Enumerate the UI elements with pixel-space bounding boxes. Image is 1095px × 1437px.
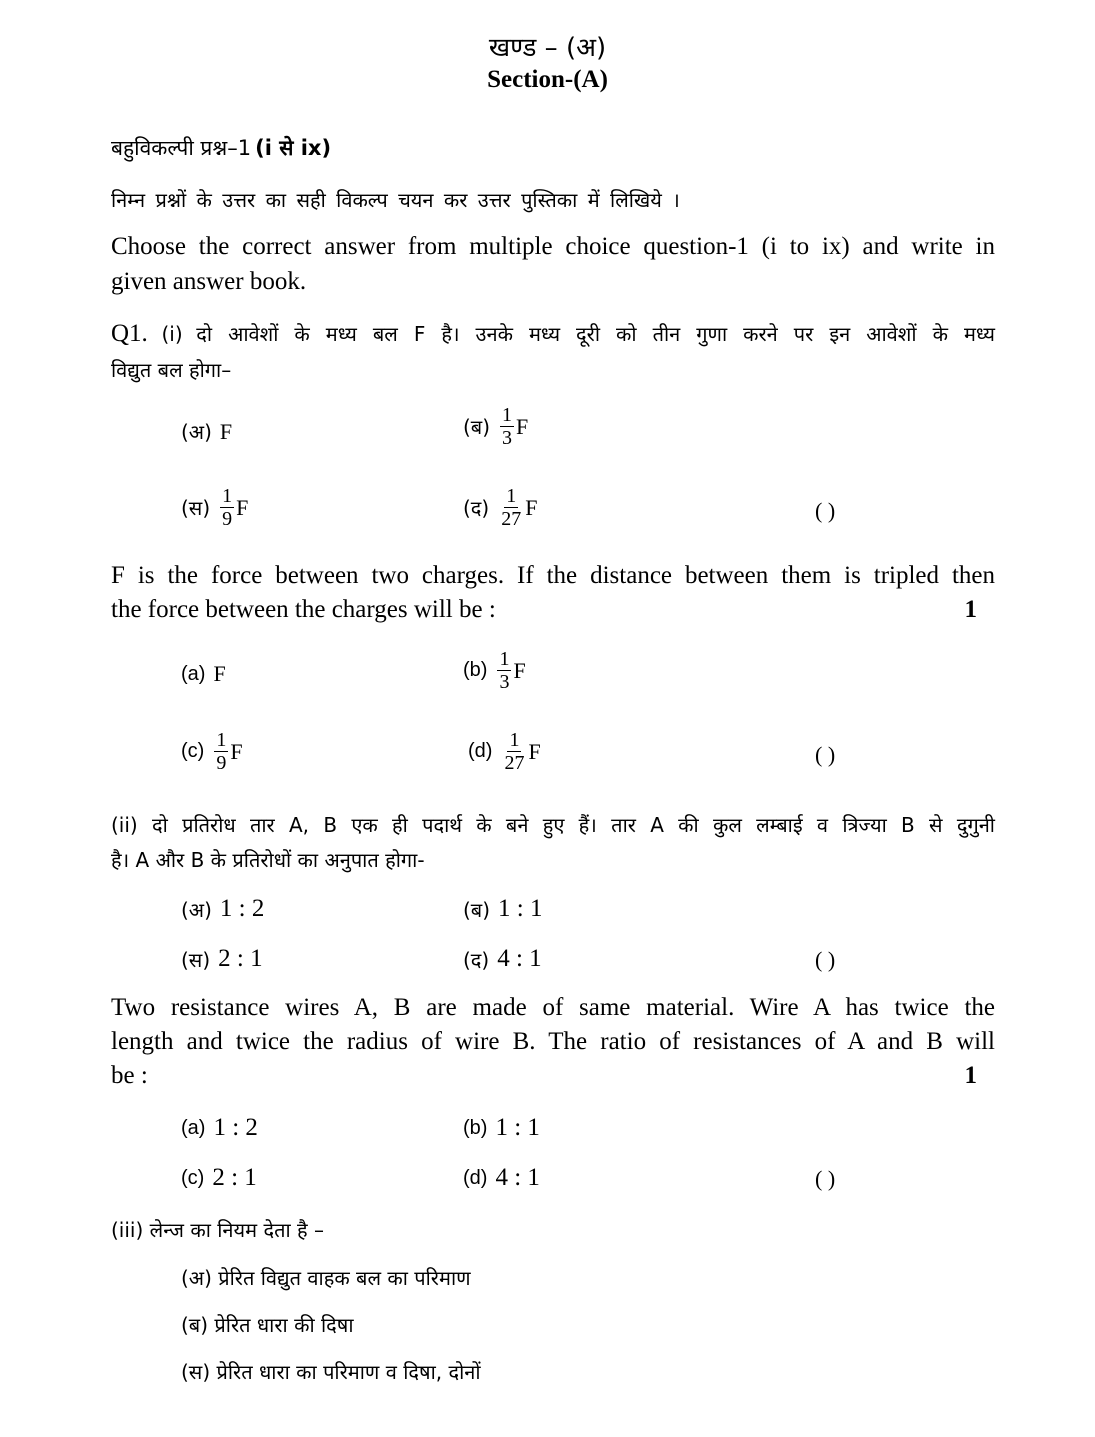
fraction: $\frac{1}{9}$ <box>222 485 233 530</box>
fraction: $\frac{1}{27}$ <box>504 729 525 774</box>
q1-english-line-1: F is the force between two charges. If the distance between them is tripled then <box>111 562 995 589</box>
q1-hindi-option-a: (अ) F <box>181 418 233 444</box>
section-title-hindi: खण्ड – (अ) <box>488 33 607 63</box>
q1-hindi-option-b: (ब) $\frac{1}{3}$ F <box>463 404 529 449</box>
q2-english-option-a: (a) 1 : 2 <box>181 1114 258 1141</box>
q1-hindi-line-1 <box>111 320 995 348</box>
section-title-english: Section-(A) <box>487 66 608 93</box>
q2-english-line-3: be : <box>111 1062 148 1089</box>
instruction-english-line-1: Choose the correct answer from multiple choice question-1 (i to ix) and write in <box>111 233 995 260</box>
mcq-heading <box>111 134 331 162</box>
fraction: $\frac{1}{27}$ <box>501 485 522 530</box>
q1-english-answer-blank[interactable]: ( ) <box>815 742 836 767</box>
q2-marks: 1 <box>964 1062 977 1089</box>
q2-hindi-option-a: (अ) 1 : 2 <box>181 895 265 922</box>
q2-hindi-line-1: (ii) दो प्रतिरोध तार A, B एक ही पदार्थ के बने हुए हैं। तार A की कुल लम्बाई व त्रिज्या B से दुगुनी <box>111 813 995 837</box>
mcq-heading-range: (i से ix) <box>255 136 332 160</box>
q1-english-option-b: (b) $\frac{1}{3}$ F <box>463 648 526 693</box>
q2-english-option-b: (b) 1 : 1 <box>463 1114 540 1141</box>
q3-option-a: (अ) प्रेरित विद्युत वाहक बल का परिमाण <box>181 1266 471 1290</box>
q1-english-line-2: the force between the charges will be : <box>111 596 496 623</box>
q1-english-option-a: (a) F <box>181 661 226 686</box>
fraction: $\frac{1}{9}$ <box>216 729 227 774</box>
q1-hindi-line-2: विद्युत बल होगा– <box>111 358 232 382</box>
q2-english-answer-blank[interactable]: ( ) <box>815 1166 836 1191</box>
q1-hindi-answer-blank[interactable]: ( ) <box>815 498 836 523</box>
q2-english-option-d: (d) 4 : 1 <box>463 1164 540 1191</box>
mcq-heading-prefix: बहुविकल्पी प्रश्न–1 <box>111 136 252 160</box>
q1-hindi-text: दो आवेशों के मध्य बल F है। उनके मध्य दूरी को तीन गुणा करने पर इन आवेशों के मध्य <box>196 322 996 346</box>
q1-number: Q1. <box>111 320 148 347</box>
q3-question: (iii) लेन्ज का नियम देता है – <box>111 1218 324 1242</box>
q1-english-option-d: (d) $\frac{1}{27}$ F <box>468 729 541 774</box>
fraction: $\frac{1}{3}$ <box>499 648 510 693</box>
q2-hindi-option-d: (द) 4 : 1 <box>463 945 542 972</box>
q1-hindi-option-c: (स) $\frac{1}{9}$ F <box>181 485 249 530</box>
q2-hindi-option-b: (ब) 1 : 1 <box>463 895 543 922</box>
q2-english-line-2: length and twice the radius of wire B. The ratio of resistances of A and B will <box>111 1028 995 1055</box>
q1-marks: 1 <box>964 596 977 623</box>
q1-part: (i) <box>161 322 183 346</box>
q1-hindi-option-d: (द) $\frac{1}{27}$ F <box>463 485 538 530</box>
q3-option-b: (ब) प्रेरित धारा की दिषा <box>181 1313 354 1337</box>
q2-hindi-line-2: है। A और B के प्रतिरोधों का अनुपात होगा- <box>111 848 425 872</box>
q2-english-line-1: Two resistance wires A, B are made of same material. Wire A has twice the <box>111 994 995 1021</box>
q3-option-c: (स) प्रेरित धारा का परिमाण व दिषा, दोनों <box>181 1360 481 1384</box>
q2-english-option-c: (c) 2 : 1 <box>181 1164 257 1191</box>
fraction: $\frac{1}{3}$ <box>502 404 513 449</box>
instruction-english-line-2: given answer book. <box>111 268 307 295</box>
instruction-hindi: निम्न प्रश्नों के उत्तर का सही विकल्प चयन कर उत्तर पुस्तिका में लिखिये । <box>111 188 680 212</box>
q2-hindi-answer-blank[interactable]: ( ) <box>815 947 836 972</box>
q1-english-option-c: (c) $\frac{1}{9}$ F <box>181 729 243 774</box>
q2-hindi-option-c: (स) 2 : 1 <box>181 945 263 972</box>
